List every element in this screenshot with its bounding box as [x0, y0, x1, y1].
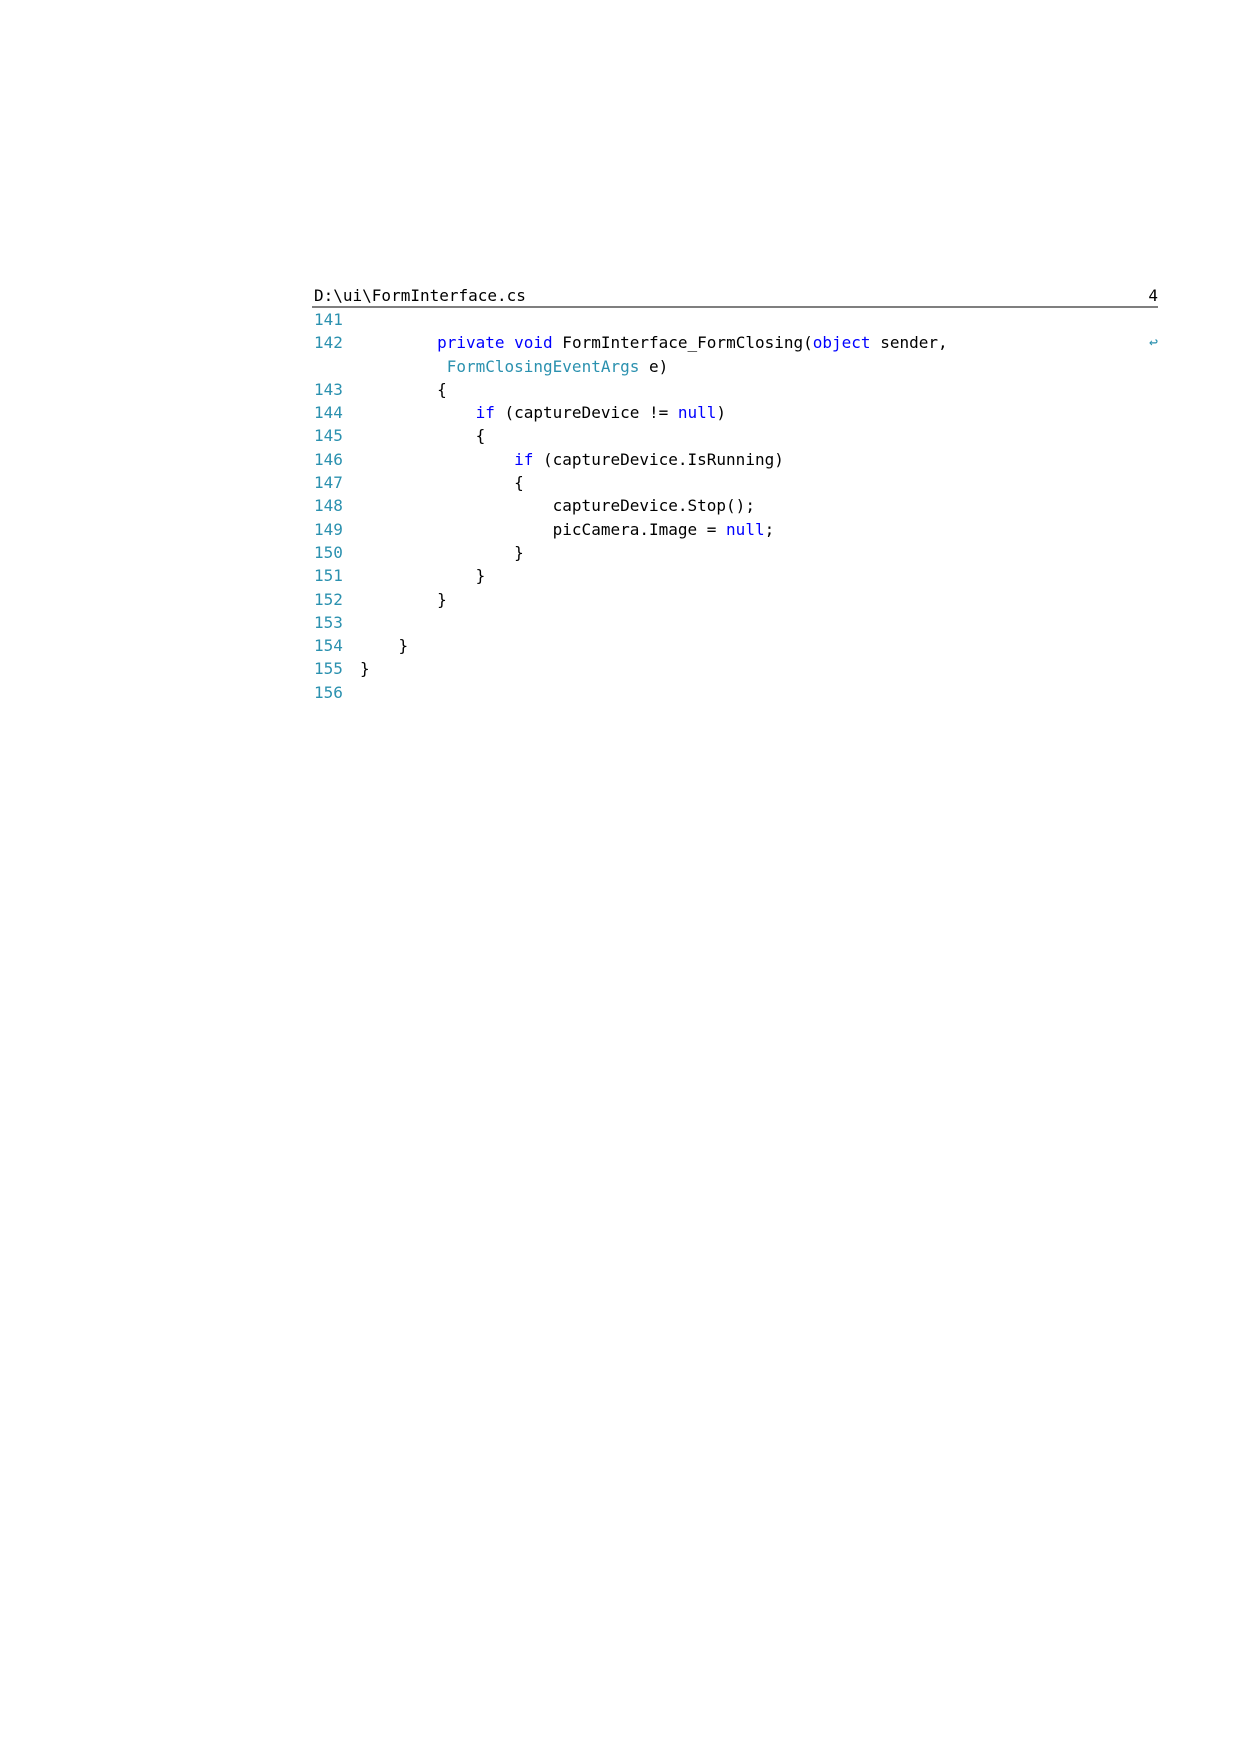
code-line [312, 378, 1158, 401]
keyword: if [514, 449, 534, 469]
code-line [312, 588, 1158, 611]
code-line [312, 331, 1158, 354]
code-line [312, 494, 1158, 517]
code-text: private void FormInterface_FormClosing(object sender, [437, 333, 948, 353]
line-number: 153 [314, 612, 343, 632]
line-number: 150 [314, 542, 343, 562]
file-path: D:\ui\FormInterface.cs [314, 286, 526, 305]
code-line [312, 681, 1158, 704]
line-number: 147 [314, 473, 343, 493]
code-line [312, 541, 1158, 564]
line-number: 141 [314, 310, 343, 329]
code-line [312, 308, 1158, 331]
keyword: if [475, 403, 495, 423]
keyword: object [812, 333, 871, 353]
keyword: void [514, 333, 553, 353]
code-text: } [398, 636, 409, 656]
line-number: 144 [314, 403, 343, 423]
line-number: 142 [314, 333, 343, 353]
keyword: null [726, 519, 765, 539]
code-line [312, 448, 1158, 471]
line-number: 156 [314, 682, 343, 702]
code-text: } [475, 566, 486, 586]
line-number: 154 [314, 636, 343, 656]
code-text: } [514, 542, 524, 562]
keyword: private [437, 333, 505, 353]
code-text: picCamera.Image = null; [552, 519, 775, 539]
code-text: } [360, 659, 370, 679]
keyword: null [677, 403, 717, 423]
code-line [312, 471, 1158, 494]
code-line [312, 518, 1158, 541]
line-number: 148 [314, 496, 343, 516]
code-line [312, 401, 1158, 424]
code-line [312, 564, 1158, 587]
code-line [312, 424, 1158, 447]
line-number: 143 [314, 379, 343, 399]
line-number: 152 [314, 589, 343, 609]
code-text: if (captureDevice != null) [475, 403, 727, 423]
type-name: FormClosingEventArgs [446, 356, 640, 376]
code-line [312, 611, 1158, 634]
code-listing [312, 308, 1158, 704]
line-wrap-arrow-icon: ↩ [1148, 333, 1158, 352]
code-text: captureDevice.Stop(); [552, 496, 755, 516]
code-text: { [475, 426, 486, 446]
line-number: 145 [314, 426, 343, 446]
code-line [312, 657, 1158, 680]
code-text: { [514, 473, 524, 493]
code-text: FormClosingEventArgs e) [446, 356, 669, 376]
code-line-continuation [312, 355, 1158, 378]
line-number: 151 [314, 566, 343, 586]
line-number: 146 [314, 449, 343, 469]
code-text: { [437, 379, 447, 399]
code-text: if (captureDevice.IsRunning) [514, 449, 784, 469]
code-text: } [437, 589, 447, 609]
page-number: 4 [1148, 286, 1158, 305]
line-number: 155 [314, 659, 343, 679]
code-line [312, 634, 1158, 657]
page-header [312, 282, 1158, 308]
line-number: 149 [314, 519, 343, 539]
